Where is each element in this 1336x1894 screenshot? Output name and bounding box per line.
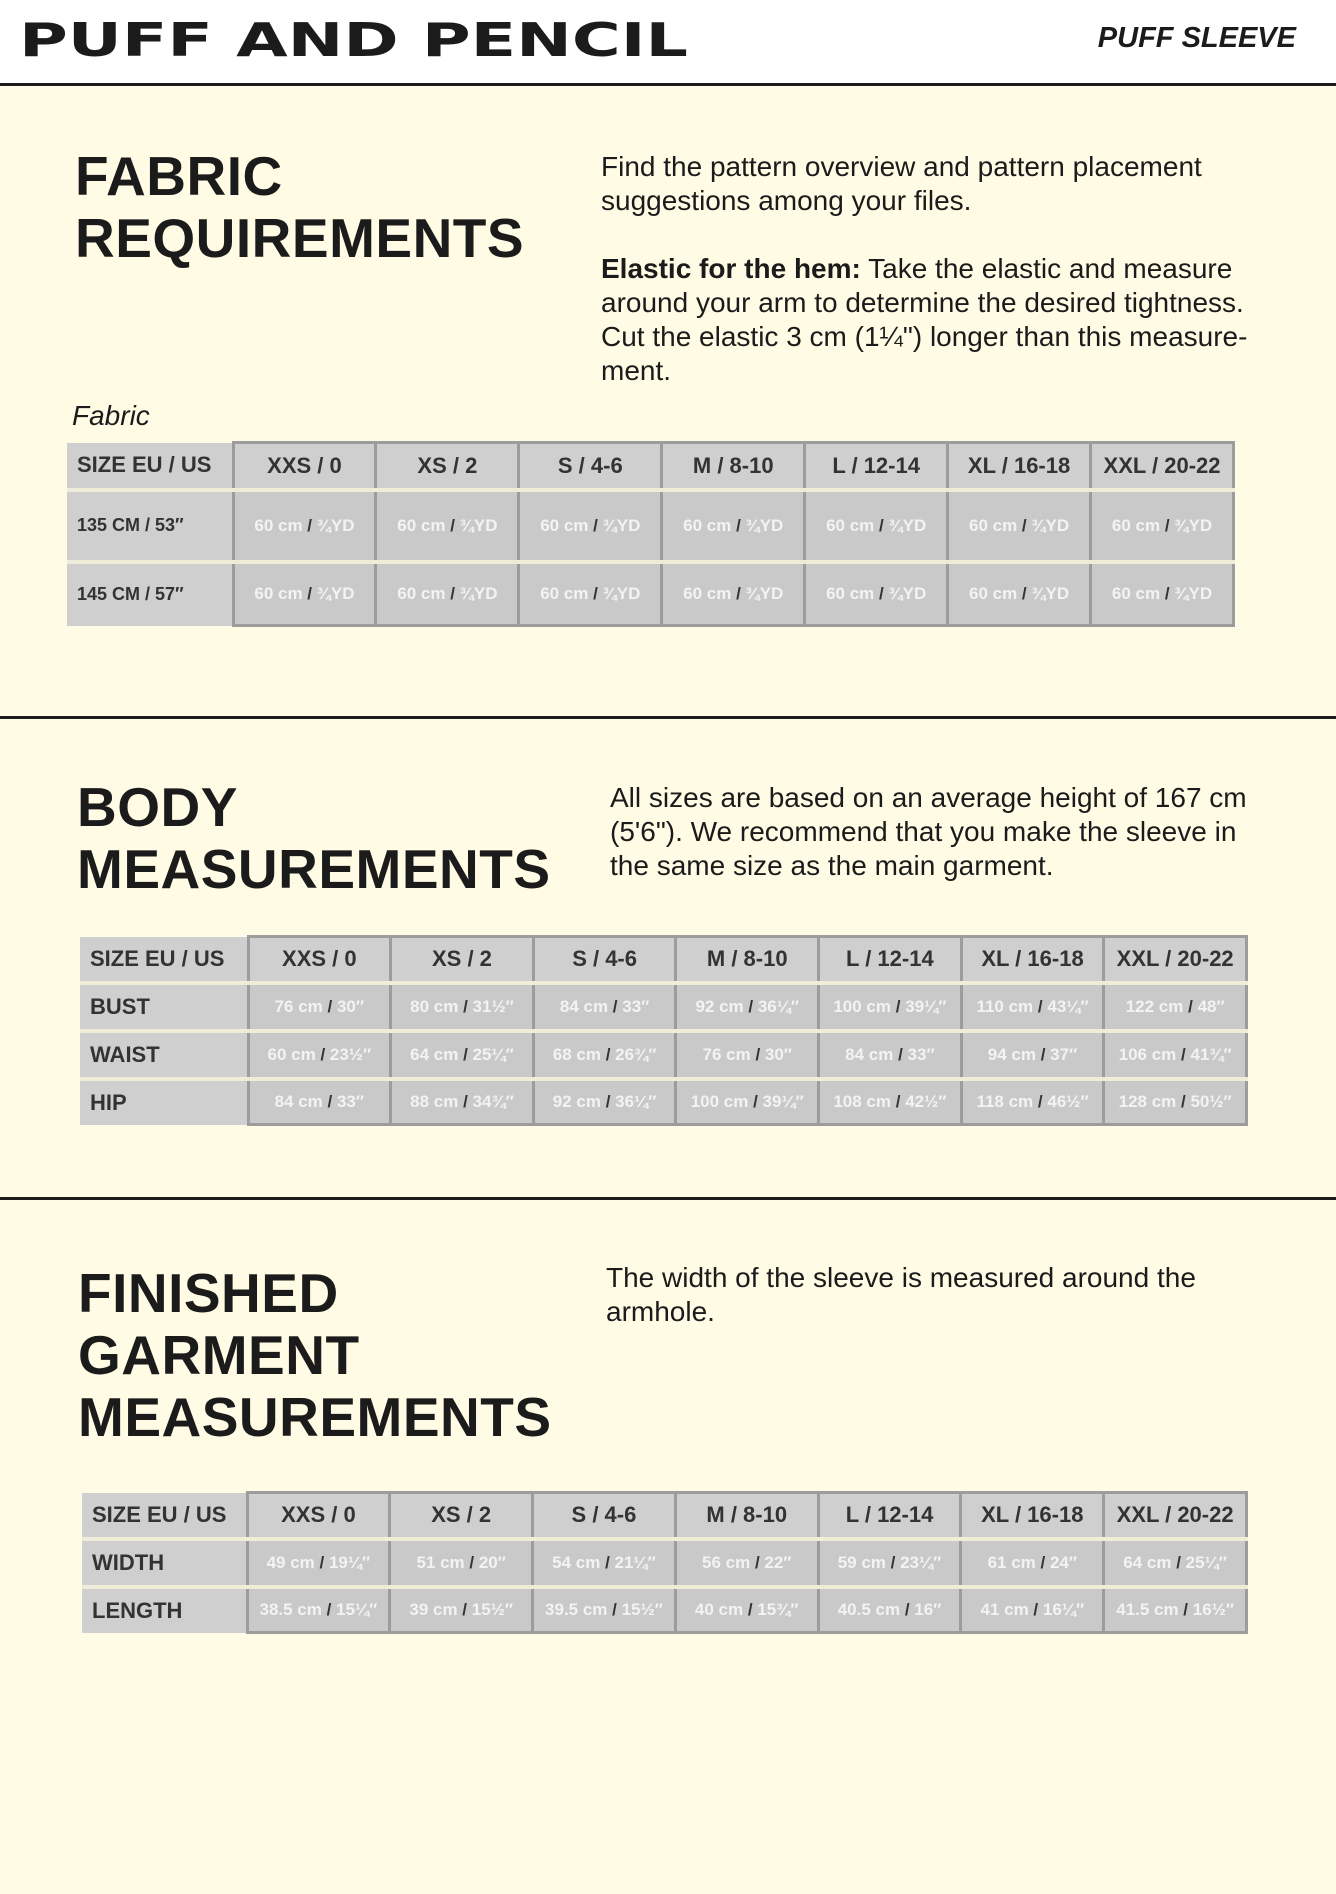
imperial-value: 15½″ (471, 1599, 513, 1619)
size-header: XS / 2 (391, 937, 534, 983)
page-header (0, 0, 1336, 86)
metric-value: 76 cm (274, 996, 323, 1016)
heading-line: GARMENT (78, 1324, 360, 1386)
measurement-cell (961, 983, 1104, 1031)
heading-line: BODY (77, 776, 238, 838)
measurement-cell (961, 1079, 1104, 1125)
measurement-cell (533, 1587, 676, 1633)
table-row (80, 983, 1247, 1031)
heading-line: MEASUREMENTS (78, 1386, 552, 1448)
measurement-cell (662, 490, 805, 562)
metric-value: 60 cm (254, 515, 303, 535)
measurement-cell (675, 1539, 818, 1587)
size-header: XXS / 0 (233, 443, 376, 490)
metric-value: 122 cm (1125, 996, 1184, 1016)
size-header: XL / 16-18 (961, 937, 1104, 983)
measurement-cell (247, 1587, 390, 1633)
measurement-cell (233, 490, 376, 562)
imperial-value: ¾YD (888, 583, 927, 603)
metric-value: 64 cm (410, 1044, 459, 1064)
value-separator: / (1017, 515, 1032, 535)
metric-value: 76 cm (702, 1044, 751, 1064)
metric-value: 84 cm (274, 1091, 323, 1111)
finished-measurements-table (82, 1491, 1248, 1634)
value-separator: / (750, 1044, 765, 1064)
imperial-value: 15½″ (621, 1599, 663, 1619)
size-header: M / 8-10 (662, 443, 805, 490)
measurement-cell (533, 1031, 676, 1079)
measurement-cell (948, 562, 1091, 626)
size-column-header: SIZE EU / US (67, 443, 233, 490)
imperial-value: 48″ (1197, 996, 1225, 1016)
value-separator: / (743, 996, 758, 1016)
size-header: XXL / 20-22 (1091, 443, 1234, 490)
imperial-value: 30″ (336, 996, 365, 1016)
value-separator: / (1160, 583, 1175, 603)
metric-value: 41.5 cm (1116, 1599, 1179, 1619)
table-row (82, 1539, 1247, 1587)
metric-value: 60 cm (540, 583, 589, 603)
metric-value: 60 cm (1111, 515, 1161, 535)
imperial-value: 39¼″ (762, 1091, 804, 1111)
measurement-cell (819, 1079, 962, 1125)
size-header: XXS / 0 (247, 1493, 390, 1539)
measurement-cell (248, 1079, 391, 1125)
row-label: 145 CM / 57″ (67, 562, 233, 626)
value-separator: / (322, 996, 337, 1016)
measurement-cell (805, 490, 948, 562)
measurement-cell (676, 1079, 819, 1125)
metric-value: 39.5 cm (545, 1599, 608, 1619)
metric-value: 60 cm (397, 515, 446, 535)
imperial-value: ¾YD (888, 515, 927, 535)
size-column-header: SIZE EU / US (82, 1493, 247, 1539)
fabric-requirements-table (67, 441, 1235, 627)
value-separator: / (1176, 1091, 1191, 1111)
metric-value: 118 cm (976, 1091, 1034, 1111)
metric-value: 60 cm (397, 583, 446, 603)
value-separator: / (1160, 515, 1175, 535)
imperial-value: 42½″ (905, 1091, 947, 1111)
imperial-value: 36¼″ (615, 1091, 657, 1111)
value-separator: / (885, 1552, 901, 1572)
imperial-value: 33″ (907, 1044, 935, 1064)
table-header-row (67, 443, 1234, 490)
metric-value: 100 cm (690, 1091, 749, 1111)
imperial-value: 15¾″ (757, 1599, 799, 1619)
measurement-cell (948, 490, 1091, 562)
value-separator: / (458, 1044, 473, 1064)
finished-intro-text: The width of the sleeve is measured around the armhole. (606, 1262, 1196, 1327)
measurement-cell (1104, 1539, 1247, 1587)
measurement-cell (676, 1031, 819, 1079)
table-row (67, 562, 1234, 626)
imperial-value: 50½″ (1190, 1091, 1232, 1111)
value-separator: / (1035, 1552, 1050, 1572)
metric-value: 56 cm (702, 1552, 751, 1572)
measurement-cell (390, 1587, 533, 1633)
imperial-value: ¾YD (745, 583, 784, 603)
elastic-label: Elastic for the hem: (601, 253, 861, 284)
value-separator: / (743, 1599, 758, 1619)
table-row (82, 1587, 1247, 1633)
imperial-value: 21¼″ (614, 1552, 656, 1572)
metric-value: 94 cm (987, 1044, 1036, 1064)
size-header: S / 4-6 (533, 937, 676, 983)
measurement-cell (391, 1031, 534, 1079)
row-label: LENGTH (82, 1587, 247, 1633)
measurement-cell (676, 983, 819, 1031)
metric-value: 60 cm (267, 1044, 316, 1064)
size-header: M / 8-10 (675, 1493, 818, 1539)
value-separator: / (891, 996, 906, 1016)
value-separator: / (900, 1599, 915, 1619)
imperial-value: 22″ (764, 1552, 792, 1572)
value-separator: / (1033, 1091, 1048, 1111)
body-measurements-table (80, 935, 1248, 1126)
value-separator: / (731, 583, 746, 603)
imperial-value: 33″ (622, 996, 650, 1016)
metric-value: 60 cm (683, 515, 732, 535)
size-header: M / 8-10 (676, 937, 819, 983)
metric-value: 41 cm (980, 1599, 1029, 1619)
table-row (80, 1079, 1247, 1125)
value-separator: / (1033, 996, 1048, 1016)
table-row (67, 490, 1234, 562)
value-separator: / (1183, 996, 1198, 1016)
value-separator: / (322, 1091, 337, 1111)
measurement-cell (819, 1031, 962, 1079)
document-title: PUFF SLEEVE (1097, 22, 1296, 54)
imperial-value: 23¼″ (900, 1552, 942, 1572)
metric-value: 106 cm (1118, 1044, 1177, 1064)
imperial-value: ¾YD (1031, 583, 1070, 603)
section-divider (0, 716, 1336, 719)
metric-value: 54 cm (552, 1552, 601, 1572)
value-separator: / (731, 515, 746, 535)
value-separator: / (464, 1552, 479, 1572)
imperial-value: 41¾″ (1190, 1044, 1232, 1064)
imperial-value: ¾YD (1174, 583, 1213, 603)
value-separator: / (601, 1044, 616, 1064)
measurement-cell (1104, 983, 1247, 1031)
measurement-cell (391, 1079, 534, 1125)
imperial-value: 34¾″ (472, 1091, 514, 1111)
metric-value: 128 cm (1118, 1091, 1177, 1111)
metric-value: 51 cm (416, 1552, 465, 1572)
value-separator: / (748, 1091, 763, 1111)
imperial-value: ¾YD (602, 515, 641, 535)
measurement-cell (390, 1539, 533, 1587)
metric-value: 59 cm (837, 1552, 886, 1572)
finished-measurements-heading (78, 1262, 552, 1448)
imperial-value: 15¼″ (336, 1599, 378, 1619)
imperial-value: ¾YD (459, 515, 498, 535)
imperial-value: 25¼″ (472, 1044, 514, 1064)
value-separator: / (893, 1044, 908, 1064)
value-separator: / (600, 1552, 615, 1572)
metric-value: 92 cm (552, 1091, 601, 1111)
imperial-value: 19¼″ (328, 1552, 371, 1572)
metric-value: 80 cm (410, 996, 459, 1016)
value-separator: / (874, 583, 889, 603)
size-header: XS / 2 (390, 1493, 533, 1539)
imperial-value: 16¼″ (1042, 1599, 1085, 1619)
value-separator: / (601, 1091, 616, 1111)
imperial-value: 25¼″ (1185, 1552, 1227, 1572)
elastic-text: Take the elastic and measure around your arm to determine the desired tightness. Cut the elastic 3 cm (1¼") longer than this measure-ment. (601, 253, 1248, 386)
body-description (610, 781, 1270, 883)
row-label: WIDTH (82, 1539, 247, 1587)
metric-value: 40.5 cm (837, 1599, 901, 1619)
imperial-value: 43¼″ (1047, 996, 1089, 1016)
value-separator: / (891, 1091, 906, 1111)
value-separator: / (1171, 1552, 1186, 1572)
metric-value: 39 cm (409, 1599, 458, 1619)
measurement-cell (1104, 1587, 1247, 1633)
metric-value: 60 cm (968, 583, 1018, 603)
imperial-value: 30″ (764, 1044, 792, 1064)
imperial-value: 31½″ (472, 996, 514, 1016)
imperial-value: 24″ (1049, 1552, 1078, 1572)
metric-value: 40 cm (694, 1599, 744, 1619)
value-separator: / (1017, 583, 1032, 603)
imperial-value: ¾YD (316, 515, 355, 535)
imperial-value: 26¾″ (615, 1044, 657, 1064)
measurement-cell (819, 983, 962, 1031)
imperial-value: 23½″ (329, 1044, 372, 1064)
measurement-cell (533, 1079, 676, 1125)
metric-value: 60 cm (254, 583, 303, 603)
measurement-cell (533, 983, 676, 1031)
metric-value: 88 cm (410, 1091, 459, 1111)
measurement-cell (1091, 490, 1234, 562)
imperial-value: 16″ (914, 1599, 942, 1619)
fabric-description (601, 150, 1261, 388)
size-header: XS / 2 (376, 443, 519, 490)
value-separator: / (1028, 1599, 1043, 1619)
size-header: S / 4-6 (519, 443, 662, 490)
metric-value: 60 cm (826, 515, 875, 535)
elastic-note (601, 252, 1261, 388)
measurement-cell (818, 1539, 961, 1587)
size-column-header: SIZE EU / US (80, 937, 248, 983)
size-header: XXL / 20-22 (1104, 937, 1247, 983)
row-label: WAIST (80, 1031, 248, 1079)
table-header-row (82, 1493, 1247, 1539)
fabric-requirements-heading (75, 145, 524, 269)
row-label: HIP (80, 1079, 248, 1125)
measurement-cell (675, 1587, 818, 1633)
size-header: XL / 16-18 (961, 1493, 1104, 1539)
metric-value: 60 cm (540, 515, 589, 535)
metric-value: 100 cm (833, 996, 892, 1016)
metric-value: 38.5 cm (259, 1599, 322, 1619)
value-separator: / (588, 583, 603, 603)
metric-value: 60 cm (826, 583, 875, 603)
metric-value: 84 cm (845, 1044, 894, 1064)
value-separator: / (445, 583, 460, 603)
value-separator: / (607, 1599, 622, 1619)
imperial-value: ¾YD (745, 515, 784, 535)
value-separator: / (457, 1599, 472, 1619)
value-separator: / (608, 996, 623, 1016)
value-separator: / (302, 515, 317, 535)
heading-line: REQUIREMENTS (75, 207, 525, 269)
value-separator: / (458, 1091, 473, 1111)
imperial-value: 20″ (478, 1552, 506, 1572)
measurement-cell (376, 562, 519, 626)
row-label: 135 CM / 53″ (67, 490, 233, 562)
heading-line: MEASUREMENTS (77, 838, 551, 900)
imperial-value: ¾YD (602, 583, 641, 603)
imperial-value: ¾YD (459, 583, 498, 603)
measurement-cell (1104, 1079, 1247, 1125)
measurement-cell (519, 562, 662, 626)
value-separator: / (445, 515, 460, 535)
value-separator: / (458, 996, 473, 1016)
metric-value: 60 cm (1111, 583, 1161, 603)
measurement-cell (248, 983, 391, 1031)
body-measurements-heading (77, 776, 551, 900)
measurement-cell (391, 983, 534, 1031)
table-row (80, 1031, 1247, 1079)
table-header-row (80, 937, 1247, 983)
value-separator: / (314, 1552, 329, 1572)
measurement-cell (376, 490, 519, 562)
imperial-value: 37″ (1050, 1044, 1078, 1064)
heading-line: FABRIC (75, 145, 283, 207)
imperial-value: ¾YD (316, 583, 355, 603)
imperial-value: ¾YD (1031, 515, 1070, 535)
size-header: L / 12-14 (805, 443, 948, 490)
imperial-value: 33″ (336, 1091, 365, 1111)
row-label: BUST (80, 983, 248, 1031)
imperial-value: ¾YD (1174, 515, 1213, 535)
metric-value: 60 cm (968, 515, 1018, 535)
size-header: XL / 16-18 (948, 443, 1091, 490)
value-separator: / (315, 1044, 330, 1064)
value-separator: / (750, 1552, 765, 1572)
section-divider (0, 1197, 1336, 1200)
measurement-cell (961, 1031, 1104, 1079)
metric-value: 64 cm (1123, 1552, 1172, 1572)
value-separator: / (302, 583, 317, 603)
measurement-cell (805, 562, 948, 626)
measurement-cell (247, 1539, 390, 1587)
imperial-value: 16½″ (1192, 1599, 1234, 1619)
value-separator: / (321, 1599, 337, 1619)
heading-line: FINISHED (78, 1262, 339, 1324)
size-header: XXS / 0 (248, 937, 391, 983)
measurement-cell (533, 1539, 676, 1587)
measurement-cell (818, 1587, 961, 1633)
value-separator: / (588, 515, 603, 535)
measurement-cell (1091, 562, 1234, 626)
imperial-value: 39¼″ (905, 996, 947, 1016)
measurement-cell (662, 562, 805, 626)
value-separator: / (1178, 1599, 1193, 1619)
measurement-cell (1104, 1031, 1247, 1079)
value-separator: / (1176, 1044, 1191, 1064)
value-separator: / (874, 515, 889, 535)
metric-value: 108 cm (833, 1091, 892, 1111)
size-header: S / 4-6 (533, 1493, 676, 1539)
metric-value: 61 cm (987, 1552, 1036, 1572)
metric-value: 92 cm (695, 996, 744, 1016)
size-header: L / 12-14 (819, 937, 962, 983)
metric-value: 60 cm (683, 583, 732, 603)
fabric-table-label: Fabric (72, 400, 150, 431)
imperial-value: 46½″ (1047, 1091, 1089, 1111)
body-intro-text: All sizes are based on an average height of 167 cm (5'6"). We recommend that you make the sleeve in the same size as the main garment. (610, 782, 1247, 881)
metric-value: 84 cm (559, 996, 609, 1016)
brand-logo: PUFF AND PENCIL (19, 12, 688, 68)
size-header: L / 12-14 (818, 1493, 961, 1539)
metric-value: 49 cm (266, 1552, 315, 1572)
measurement-cell (961, 1539, 1104, 1587)
metric-value: 110 cm (976, 996, 1034, 1016)
measurement-cell (961, 1587, 1104, 1633)
measurement-cell (248, 1031, 391, 1079)
imperial-value: 36¼″ (757, 996, 800, 1016)
finished-description (606, 1261, 1266, 1329)
measurement-cell (519, 490, 662, 562)
fabric-intro-text: Find the pattern overview and pattern placement suggestions among your files. (601, 151, 1202, 216)
size-header: XXL / 20-22 (1104, 1493, 1247, 1539)
metric-value: 68 cm (552, 1044, 601, 1064)
measurement-cell (233, 562, 376, 626)
value-separator: / (1036, 1044, 1051, 1064)
